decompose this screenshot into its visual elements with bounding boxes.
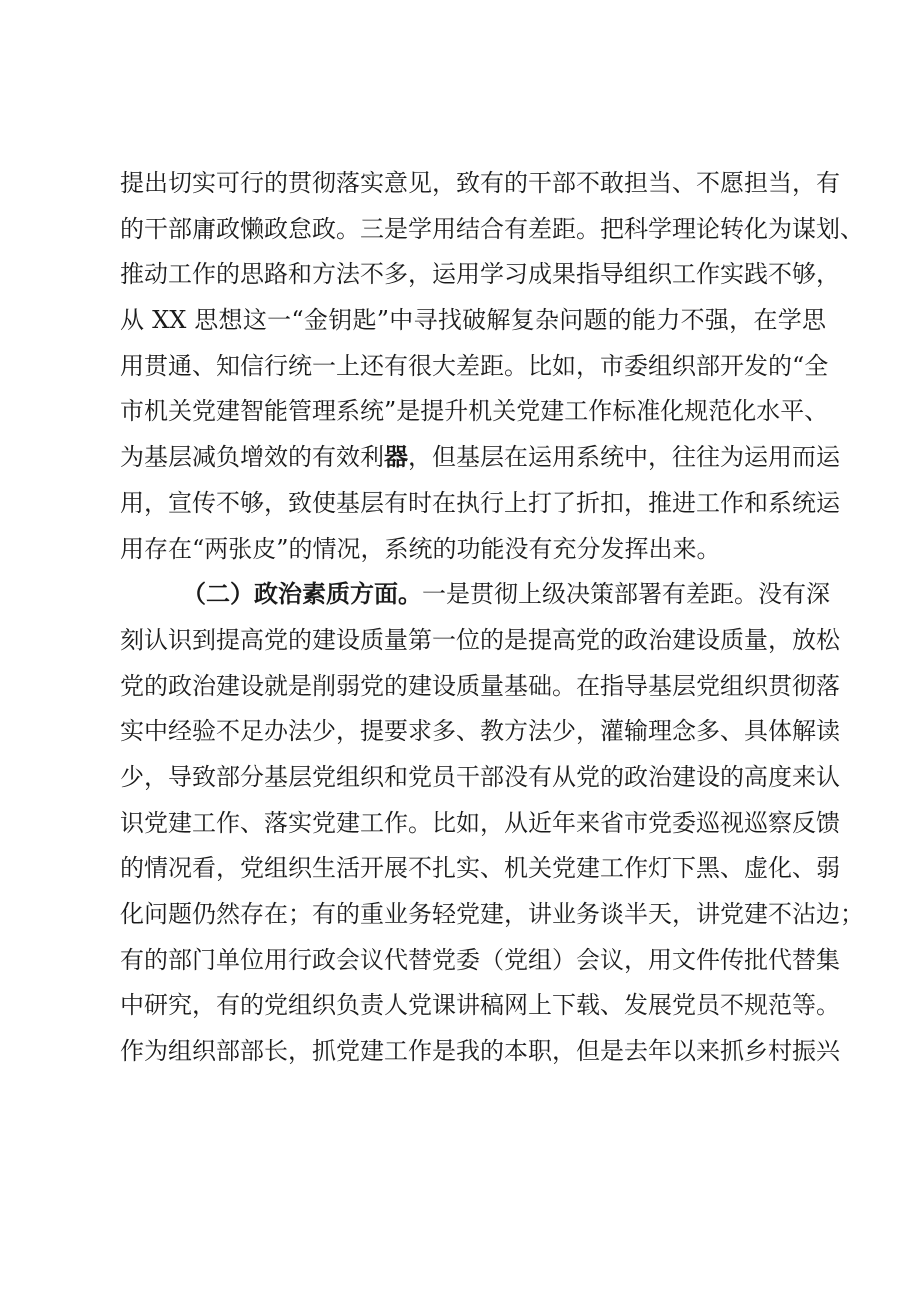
text-line: 少，导致部分基层党组织和党员干部没有从党的政治建设的高度来认	[120, 762, 840, 791]
text-segment: 为基层减负增效的有效利	[120, 443, 384, 472]
text-line: 作为组织部部长，抓党建工作是我的本职，但是去年以来抓乡村振兴	[120, 1037, 840, 1066]
text-line: 化问题仍然存在；有的重业务轻党建，讲业务谈半天，讲党建不沾边；	[120, 900, 864, 928]
text-segment: 一是贯彻上级决策部署有差距。没有深	[422, 580, 830, 609]
paragraph-2	[120, 572, 864, 1075]
text-line: 中研究，有的党组织负责人党课讲稿网上下载、发展党员不规范等。	[120, 991, 840, 1020]
text-line: 推动工作的思路和方法不多，运用学习成果指导组织工作实践不够，	[120, 260, 840, 289]
text-line: 有的部门单位用行政会议代替党委（党组）会议，用文件传批代替集	[120, 945, 840, 974]
text-line: 用存在“两张皮”的情况，系统的功能没有充分发挥出来。	[120, 534, 721, 563]
text-line: 提出切实可行的贯彻落实意见，致有的干部不敢担当、不愿担当，有	[120, 169, 840, 197]
text-line: 的情况看，党组织生活开展不扎实、机关党建工作灯下黑、虚化、弱	[120, 854, 840, 883]
paragraph-1	[120, 161, 864, 572]
text-line: 用贯通、知信行统一上还有很大差距。比如，市委组织部开发的“全	[120, 351, 829, 380]
text-line: 实中经验不足办法少，提要求多、教方法少，灌输理念多、具体解读	[120, 717, 840, 746]
text-line: 刻认识到提高党的建设质量第一位的是提高党的政治建设质量，放松	[120, 625, 840, 654]
text-line: 用，宣传不够，致使基层有时在执行上打了折扣，推进工作和系统运	[120, 488, 840, 517]
text-line: 从 XX 思想这一“金钥匙”中寻找破解复杂问题的能力不强，在学思	[120, 306, 826, 335]
text-line: 的干部庸政懒政怠政。三是学用结合有差距。把科学理论转化为谋划、	[120, 214, 864, 243]
text-segment: ，但基层在运用系统中，往往为运用而运	[408, 443, 840, 472]
section-heading: （二）政治素质方面。	[182, 580, 422, 609]
text-line: 市机关党建智能管理系统”是提升机关党建工作标准化规范化水平、	[120, 397, 829, 426]
bold-character: 器	[384, 443, 408, 472]
text-line: 识党建工作、落实党建工作。比如，从近年来省市党委巡视巡察反馈	[120, 808, 840, 837]
body-text	[120, 161, 864, 1075]
text-line: 党的政治建设就是削弱党的建设质量基础。在指导基层党组织贯彻落	[120, 671, 840, 700]
text-line	[120, 435, 840, 481]
text-line	[120, 572, 830, 618]
